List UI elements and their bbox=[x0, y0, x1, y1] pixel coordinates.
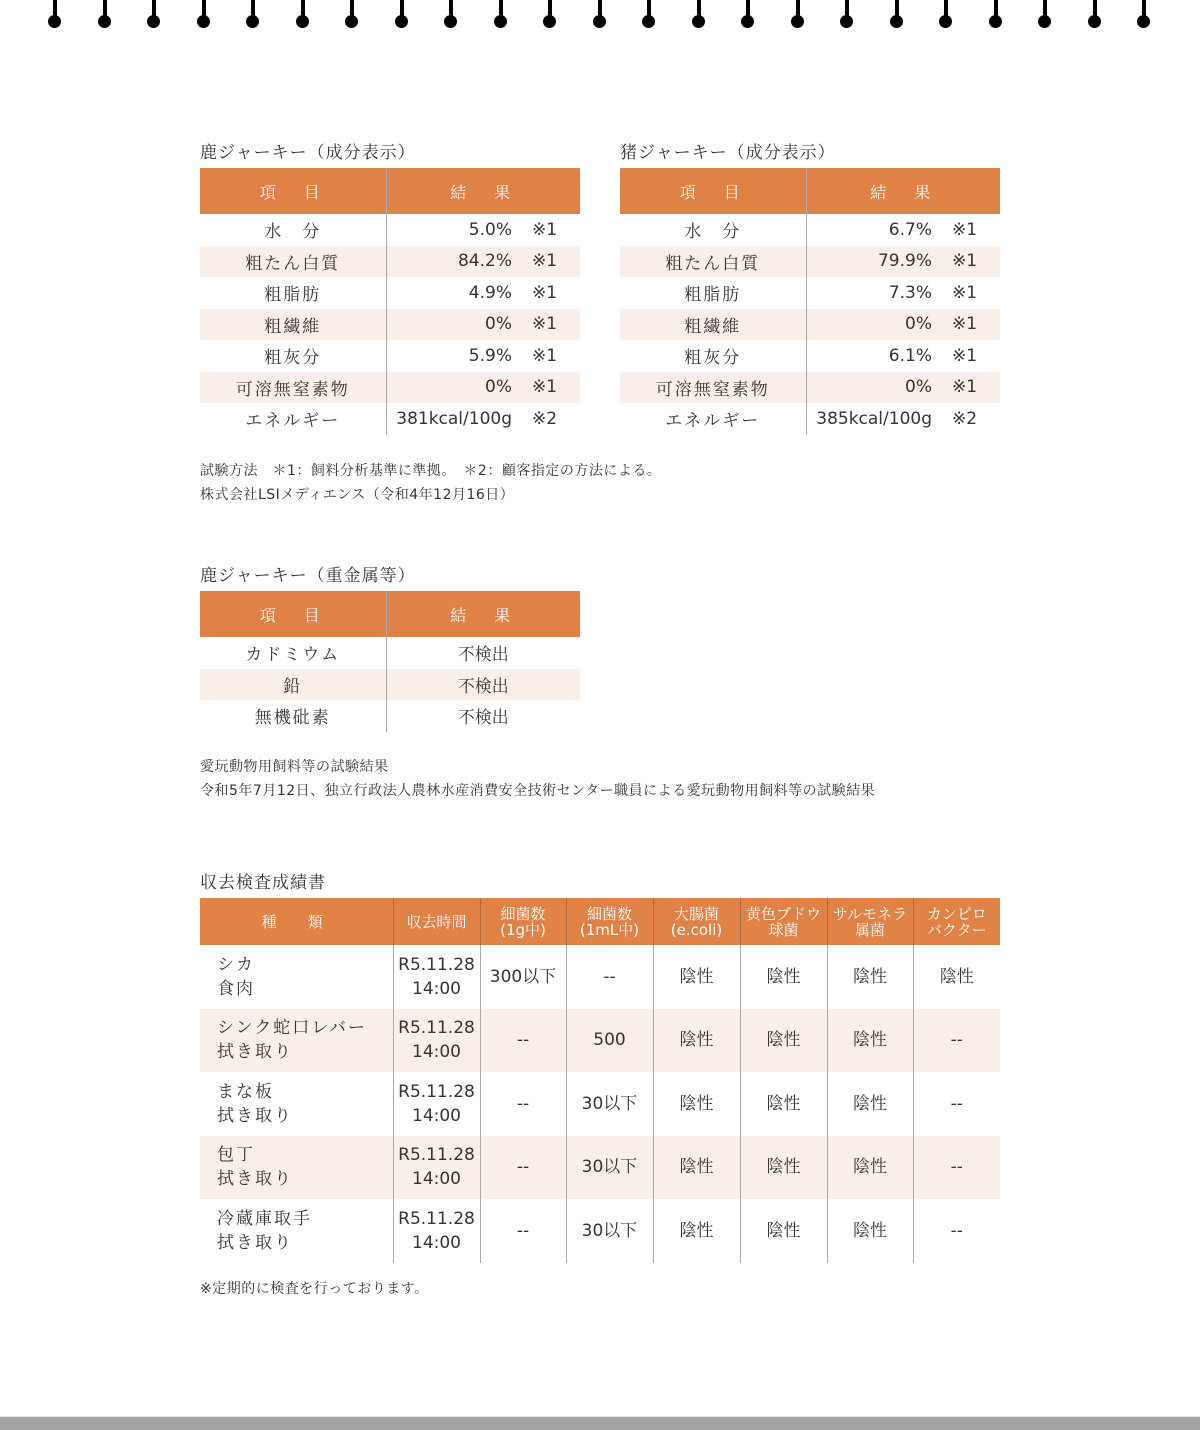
pin-icon bbox=[345, 0, 359, 30]
pin-icon bbox=[1088, 0, 1102, 30]
pin-icon bbox=[1137, 0, 1151, 30]
salmonella-cell: 陰性 bbox=[827, 945, 913, 1009]
table-row bbox=[620, 309, 1000, 341]
bacteria-g-cell: -- bbox=[480, 1072, 566, 1136]
pin-icon bbox=[939, 0, 953, 30]
pin-icon bbox=[147, 0, 161, 30]
item-cell: カドミウム bbox=[245, 645, 341, 666]
value-cell bbox=[386, 340, 580, 372]
header-collection-time: 収去時間 bbox=[393, 898, 480, 945]
bacteria-ml-cell: 30以下 bbox=[566, 1072, 653, 1136]
inspection-footnote: ※定期的に検査を行っております。 bbox=[200, 1281, 429, 1297]
note-mark: ※1 bbox=[952, 219, 978, 240]
value-cell: 不検出 bbox=[386, 700, 580, 732]
campylo-cell: -- bbox=[913, 1009, 1000, 1073]
pin-icon bbox=[98, 0, 112, 30]
value-cell: 不検出 bbox=[386, 669, 580, 701]
bacteria-g-cell: -- bbox=[480, 1199, 566, 1263]
bacteria-ml-cell: 30以下 bbox=[566, 1199, 653, 1263]
table-row bbox=[200, 214, 580, 246]
table-row bbox=[200, 1136, 1000, 1200]
table-row bbox=[620, 340, 1000, 372]
header-type: 種 類 bbox=[200, 898, 393, 945]
time-cell: R5.11.28 14:00 bbox=[393, 945, 480, 1009]
item-cell: 粗灰分 bbox=[684, 348, 742, 369]
bottom-bar bbox=[0, 1416, 1200, 1430]
time-cell: R5.11.28 14:00 bbox=[393, 1199, 480, 1263]
value-cell bbox=[806, 277, 1000, 309]
value-cell: 不検出 bbox=[386, 637, 580, 669]
item-cell: 粗たん白質 bbox=[620, 246, 806, 278]
ecoli-cell: 陰性 bbox=[653, 1136, 740, 1200]
value-cell bbox=[386, 309, 580, 341]
campylo-cell: 陰性 bbox=[913, 945, 1000, 1009]
item-cell: 粗繊維 bbox=[200, 309, 386, 341]
boar-composition-title: 猪ジャーキー（成分表示） bbox=[620, 143, 836, 163]
item-cell: 可溶無窒素物 bbox=[200, 372, 386, 404]
pin-icon bbox=[840, 0, 854, 30]
value-cell bbox=[386, 403, 580, 435]
staph-cell: 陰性 bbox=[740, 945, 827, 1009]
note-mark: ※1 bbox=[952, 345, 978, 366]
value-cell bbox=[806, 309, 1000, 341]
test-method-note: 試験方法 ＊1：飼料分析基準に準拠。 ＊2：顧客指定の方法による。 bbox=[200, 463, 662, 479]
bacteria-g-cell: -- bbox=[480, 1136, 566, 1200]
table-row bbox=[200, 669, 580, 701]
heavy-metals-table bbox=[200, 591, 580, 732]
type-cell: まな板 拭き取り bbox=[217, 1081, 293, 1126]
item-cell: エネルギー bbox=[245, 411, 341, 432]
pin-icon bbox=[890, 0, 904, 30]
note-mark: ※2 bbox=[532, 408, 558, 429]
value-cell bbox=[806, 372, 1000, 404]
header-campylobacter: カンピロ バクター bbox=[913, 898, 1000, 945]
header-item: 項 目 bbox=[620, 168, 806, 214]
pin-icon bbox=[791, 0, 805, 30]
table-row bbox=[200, 277, 580, 309]
table-row bbox=[200, 700, 580, 732]
value: 7.3% bbox=[888, 282, 932, 303]
pin-icon bbox=[741, 0, 755, 30]
header-ecoli: 大腸菌 (e.coli) bbox=[653, 898, 740, 945]
composition-notes bbox=[200, 459, 661, 507]
value-cell bbox=[386, 372, 580, 404]
campylo-cell: -- bbox=[913, 1136, 1000, 1200]
header-result: 結 果 bbox=[806, 168, 1000, 214]
pin-icon bbox=[1038, 0, 1052, 30]
item-cell: 粗たん白質 bbox=[200, 246, 386, 278]
note-mark: ※1 bbox=[532, 377, 558, 398]
boar-composition-table bbox=[620, 168, 1000, 435]
pin-icon bbox=[197, 0, 211, 30]
value-cell bbox=[806, 403, 1000, 435]
item-cell: 無機砒素 bbox=[254, 708, 331, 729]
pin-icon bbox=[48, 0, 62, 30]
table-row bbox=[200, 246, 580, 278]
item-cell: 水 分 bbox=[684, 222, 742, 243]
table-row bbox=[200, 340, 580, 372]
header-item: 項 目 bbox=[200, 168, 386, 214]
campylo-cell: -- bbox=[913, 1072, 1000, 1136]
value: 5.0% bbox=[468, 219, 512, 240]
type-cell: 冷蔵庫取手 拭き取り bbox=[217, 1208, 312, 1253]
pin-icon bbox=[642, 0, 656, 30]
heavy-metal-notes bbox=[200, 755, 875, 803]
note-mark: ※1 bbox=[532, 345, 558, 366]
table-row bbox=[620, 214, 1000, 246]
table-row bbox=[200, 403, 580, 435]
value: 0% bbox=[905, 314, 932, 335]
staph-cell: 陰性 bbox=[740, 1199, 827, 1263]
heavy-metals-title: 鹿ジャーキー（重金属等） bbox=[200, 566, 416, 586]
item-cell: 粗脂肪 bbox=[264, 285, 322, 306]
value: 6.1% bbox=[888, 345, 932, 366]
header-bacteria-per-g: 細菌数 (1g中) bbox=[480, 898, 566, 945]
lab-note: 株式会社LSIメディエンス（令和4年12月16日） bbox=[200, 487, 515, 503]
ecoli-cell: 陰性 bbox=[653, 1009, 740, 1073]
item-cell: 鉛 bbox=[200, 669, 386, 701]
type-cell: シカ 食肉 bbox=[217, 954, 255, 999]
header-bacteria-per-ml: 細菌数 (1mL中) bbox=[566, 898, 653, 945]
value-cell bbox=[806, 340, 1000, 372]
salmonella-cell: 陰性 bbox=[827, 1072, 913, 1136]
pin-icon bbox=[296, 0, 310, 30]
deer-composition-table bbox=[200, 168, 580, 435]
bacteria-ml-cell: -- bbox=[566, 945, 653, 1009]
table-row bbox=[200, 1072, 1000, 1136]
note-mark: ※2 bbox=[952, 408, 978, 429]
header-result: 結 果 bbox=[386, 168, 580, 214]
famic-note: 令和5年7月12日、独立行政法人農林水産消費安全技術センター職員による愛玩動物用飼料等の試験結果 bbox=[200, 783, 876, 799]
type-cell: 包丁 拭き取り bbox=[200, 1136, 393, 1200]
pet-food-test-note: 愛玩動物用飼料等の試験結果 bbox=[200, 759, 389, 775]
item-cell: 粗繊維 bbox=[620, 309, 806, 341]
table-row bbox=[200, 637, 580, 669]
value: 4.9% bbox=[468, 282, 512, 303]
type-cell: シンク蛇口レバー 拭き取り bbox=[200, 1009, 393, 1073]
bacteria-g-cell: 300以下 bbox=[480, 945, 566, 1009]
pin-icon bbox=[494, 0, 508, 30]
bacteria-g-cell: -- bbox=[480, 1009, 566, 1073]
staph-cell: 陰性 bbox=[740, 1072, 827, 1136]
salmonella-cell: 陰性 bbox=[827, 1009, 913, 1073]
value-cell bbox=[386, 214, 580, 246]
pin-icon bbox=[989, 0, 1003, 30]
value: 0% bbox=[485, 314, 512, 335]
note-mark: ※1 bbox=[952, 377, 978, 398]
note-mark: ※1 bbox=[532, 282, 558, 303]
bacteria-ml-cell: 500 bbox=[566, 1009, 653, 1073]
salmonella-cell: 陰性 bbox=[827, 1199, 913, 1263]
header-item: 項 目 bbox=[200, 591, 386, 637]
value: 0% bbox=[485, 377, 512, 398]
value-cell bbox=[386, 277, 580, 309]
table-row bbox=[200, 1009, 1000, 1073]
inspection-table bbox=[200, 898, 1000, 1263]
table-row bbox=[620, 246, 1000, 278]
value: 0% bbox=[905, 377, 932, 398]
item-cell: 粗灰分 bbox=[264, 348, 322, 369]
value-cell bbox=[806, 214, 1000, 246]
note-mark: ※1 bbox=[952, 282, 978, 303]
campylo-cell: -- bbox=[913, 1199, 1000, 1263]
value-cell bbox=[806, 246, 1000, 278]
table-row bbox=[200, 1199, 1000, 1263]
note-mark: ※1 bbox=[952, 314, 978, 335]
bacteria-ml-cell: 30以下 bbox=[566, 1136, 653, 1200]
pin-icon bbox=[444, 0, 458, 30]
time-cell: R5.11.28 14:00 bbox=[393, 1136, 480, 1200]
item-cell: 可溶無窒素物 bbox=[620, 372, 806, 404]
staph-cell: 陰性 bbox=[740, 1136, 827, 1200]
pin-icon bbox=[395, 0, 409, 30]
value: 381kcal/100g bbox=[396, 408, 512, 429]
inspection-title: 収去検査成績書 bbox=[200, 873, 326, 893]
value: 385kcal/100g bbox=[816, 408, 932, 429]
ecoli-cell: 陰性 bbox=[653, 1199, 740, 1263]
deer-composition-title: 鹿ジャーキー（成分表示） bbox=[200, 143, 416, 163]
value: 84.2% bbox=[457, 251, 512, 272]
value: 5.9% bbox=[468, 345, 512, 366]
value: 6.7% bbox=[888, 219, 932, 240]
note-mark: ※1 bbox=[532, 251, 558, 272]
header-salmonella: サルモネラ 属菌 bbox=[827, 898, 913, 945]
pin-icon bbox=[692, 0, 706, 30]
table-row bbox=[620, 403, 1000, 435]
ecoli-cell: 陰性 bbox=[653, 1072, 740, 1136]
time-cell: R5.11.28 14:00 bbox=[393, 1072, 480, 1136]
value-cell bbox=[386, 246, 580, 278]
item-cell: 水 分 bbox=[264, 222, 322, 243]
table-row bbox=[200, 309, 580, 341]
item-cell: エネルギー bbox=[665, 411, 761, 432]
staph-cell: 陰性 bbox=[740, 1009, 827, 1073]
salmonella-cell: 陰性 bbox=[827, 1136, 913, 1200]
table-row bbox=[620, 372, 1000, 404]
item-cell: 粗脂肪 bbox=[684, 285, 742, 306]
pin-icon bbox=[543, 0, 557, 30]
table-row bbox=[620, 277, 1000, 309]
header-result: 結 果 bbox=[386, 591, 580, 637]
note-mark: ※1 bbox=[532, 314, 558, 335]
binder-pins bbox=[0, 0, 1200, 30]
pin-icon bbox=[246, 0, 260, 30]
note-mark: ※1 bbox=[532, 219, 558, 240]
table-row bbox=[200, 372, 580, 404]
header-staphylococcus: 黄色ブドウ 球菌 bbox=[740, 898, 827, 945]
table-row bbox=[200, 945, 1000, 1009]
pin-icon bbox=[593, 0, 607, 30]
time-cell: R5.11.28 14:00 bbox=[393, 1009, 480, 1073]
note-mark: ※1 bbox=[952, 251, 978, 272]
ecoli-cell: 陰性 bbox=[653, 945, 740, 1009]
value: 79.9% bbox=[877, 251, 932, 272]
